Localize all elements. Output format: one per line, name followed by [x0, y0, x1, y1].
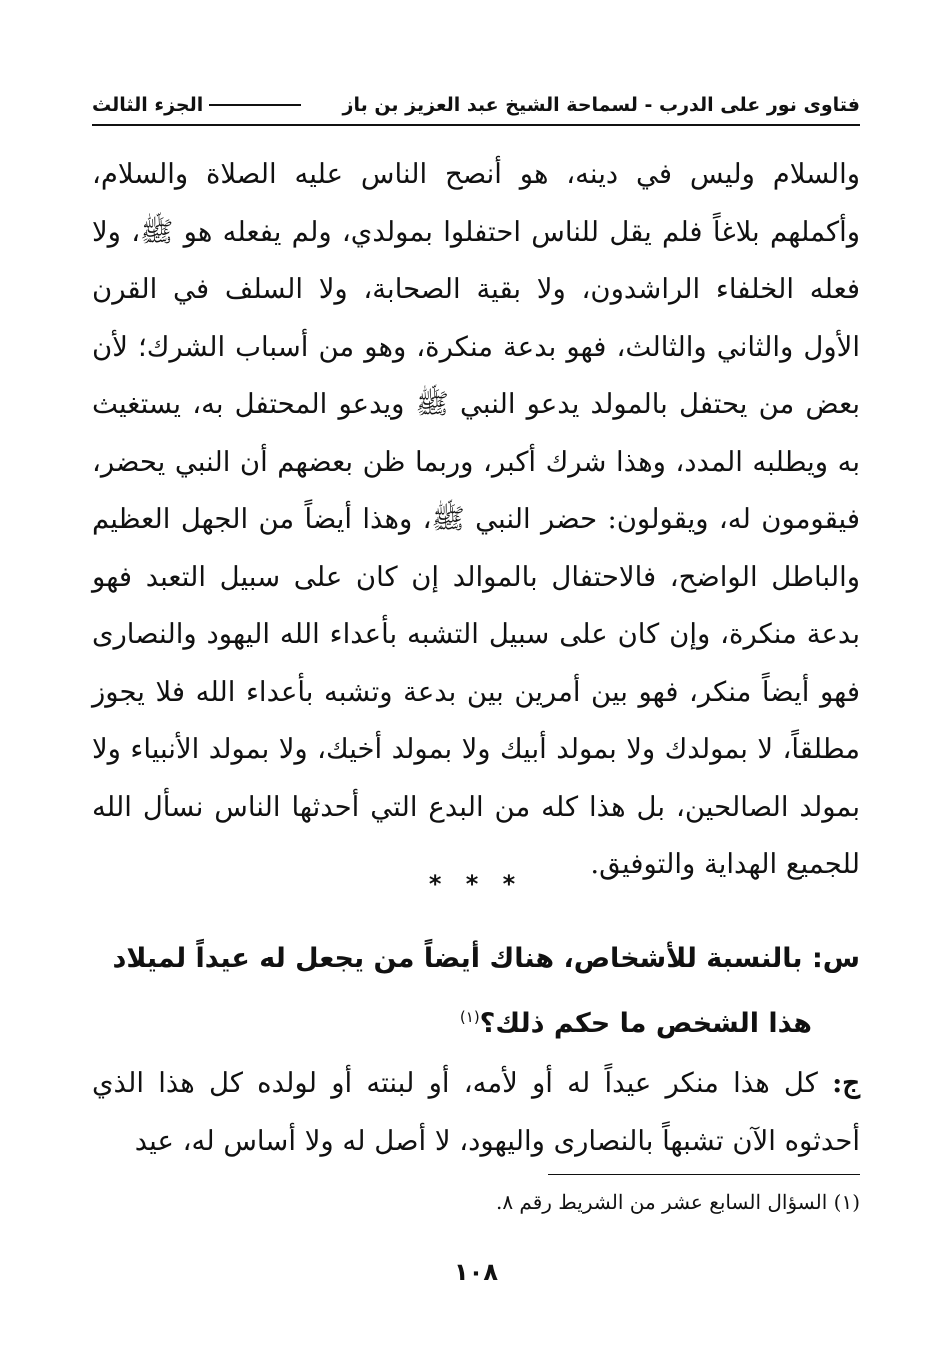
- book-title-and-author: [343, 94, 861, 116]
- footnote-reference: (١): [459, 1008, 480, 1026]
- page-number: ١٠٨: [454, 1258, 498, 1286]
- header-rule: [209, 104, 301, 106]
- question-line-1: س: بالنسبة للأشخاص، هناك أيضاً من يجعل له عيداً لميلاد: [112, 943, 860, 974]
- answer-text: كل هذا منكر عيداً له أو لأمه، أو لبنته أو لولده كل هذا الذي أحدثوه الآن تشبهاً بالنصارى واليهود، لا أصل له ولا أساس له، عيد: [92, 1067, 860, 1157]
- answer-block: [92, 1054, 860, 1170]
- footnote: (١) السؤال السابع عشر من الشريط رقم ٨.: [495, 1190, 860, 1214]
- part-label-group: [92, 94, 307, 116]
- book-title: فتاوى نور على الدرب: [659, 94, 860, 116]
- header-divider: [92, 124, 860, 126]
- question-text-2: هذا الشخص ما حكم ذلك؟: [479, 1008, 812, 1039]
- section-separator: * * *: [428, 870, 524, 898]
- title-dash: -: [637, 94, 653, 116]
- body-paragraph: والسلام وليس في دينه، هو أنصح الناس عليه الصلاة والسلام، وأكملهم بلاغاً فلم يقل للناس احتفلوا بمولدي، ولم يفعله هو ﷺ، ولا فعله الخلفاء الراشدون، ولا بقية الصحابة، ولا السلف في القرن الأول والثاني والثالث، فهو بدعة منكرة، وهو من أسباب الشرك؛ لأن بعض من يحتفل بالمولد يدعو النبي ﷺ ويدعو المحتفل به، يستغيث به ويطلبه المدد، وهذا شرك أكبر، وربما ظن بعضهم أن النبي يحضر، فيقومون له، ويقولون: حضر النبي ﷺ، وهذا أيضاً من الجهل العظيم والباطل الواضح، فالاحتفال بالموالد إن كان على سبيل التعبد فهو بدعة منكرة، وإن كان على سبيل التشبه بأعداء الله اليهود والنصارى فهو أيضاً منكر، فهو بين أمرين بين بدعة وتشبه بأعداء الله فلا يجوز مطلقاً، لا بمولدك ولا بمولد أبيك ولا بمولد أخيك، ولا بمولد الأنبياء ولا بمولد الصالحين، بل هذا كله من البدع التي أحدثها الناس نسأل الله للجميع الهداية والتوفيق.: [92, 158, 860, 880]
- main-text: [92, 146, 860, 894]
- question-block: [92, 930, 860, 1053]
- running-header: [92, 88, 860, 122]
- answer-label: ج:: [832, 1067, 860, 1099]
- footnote-divider: [548, 1174, 860, 1175]
- part-label: الجزء الثالث: [92, 94, 204, 116]
- question-line-2: [92, 988, 860, 1053]
- answer-paragraph: [92, 1054, 860, 1170]
- author-name: لسماحة الشيخ عبد العزيز بن باز: [342, 94, 638, 116]
